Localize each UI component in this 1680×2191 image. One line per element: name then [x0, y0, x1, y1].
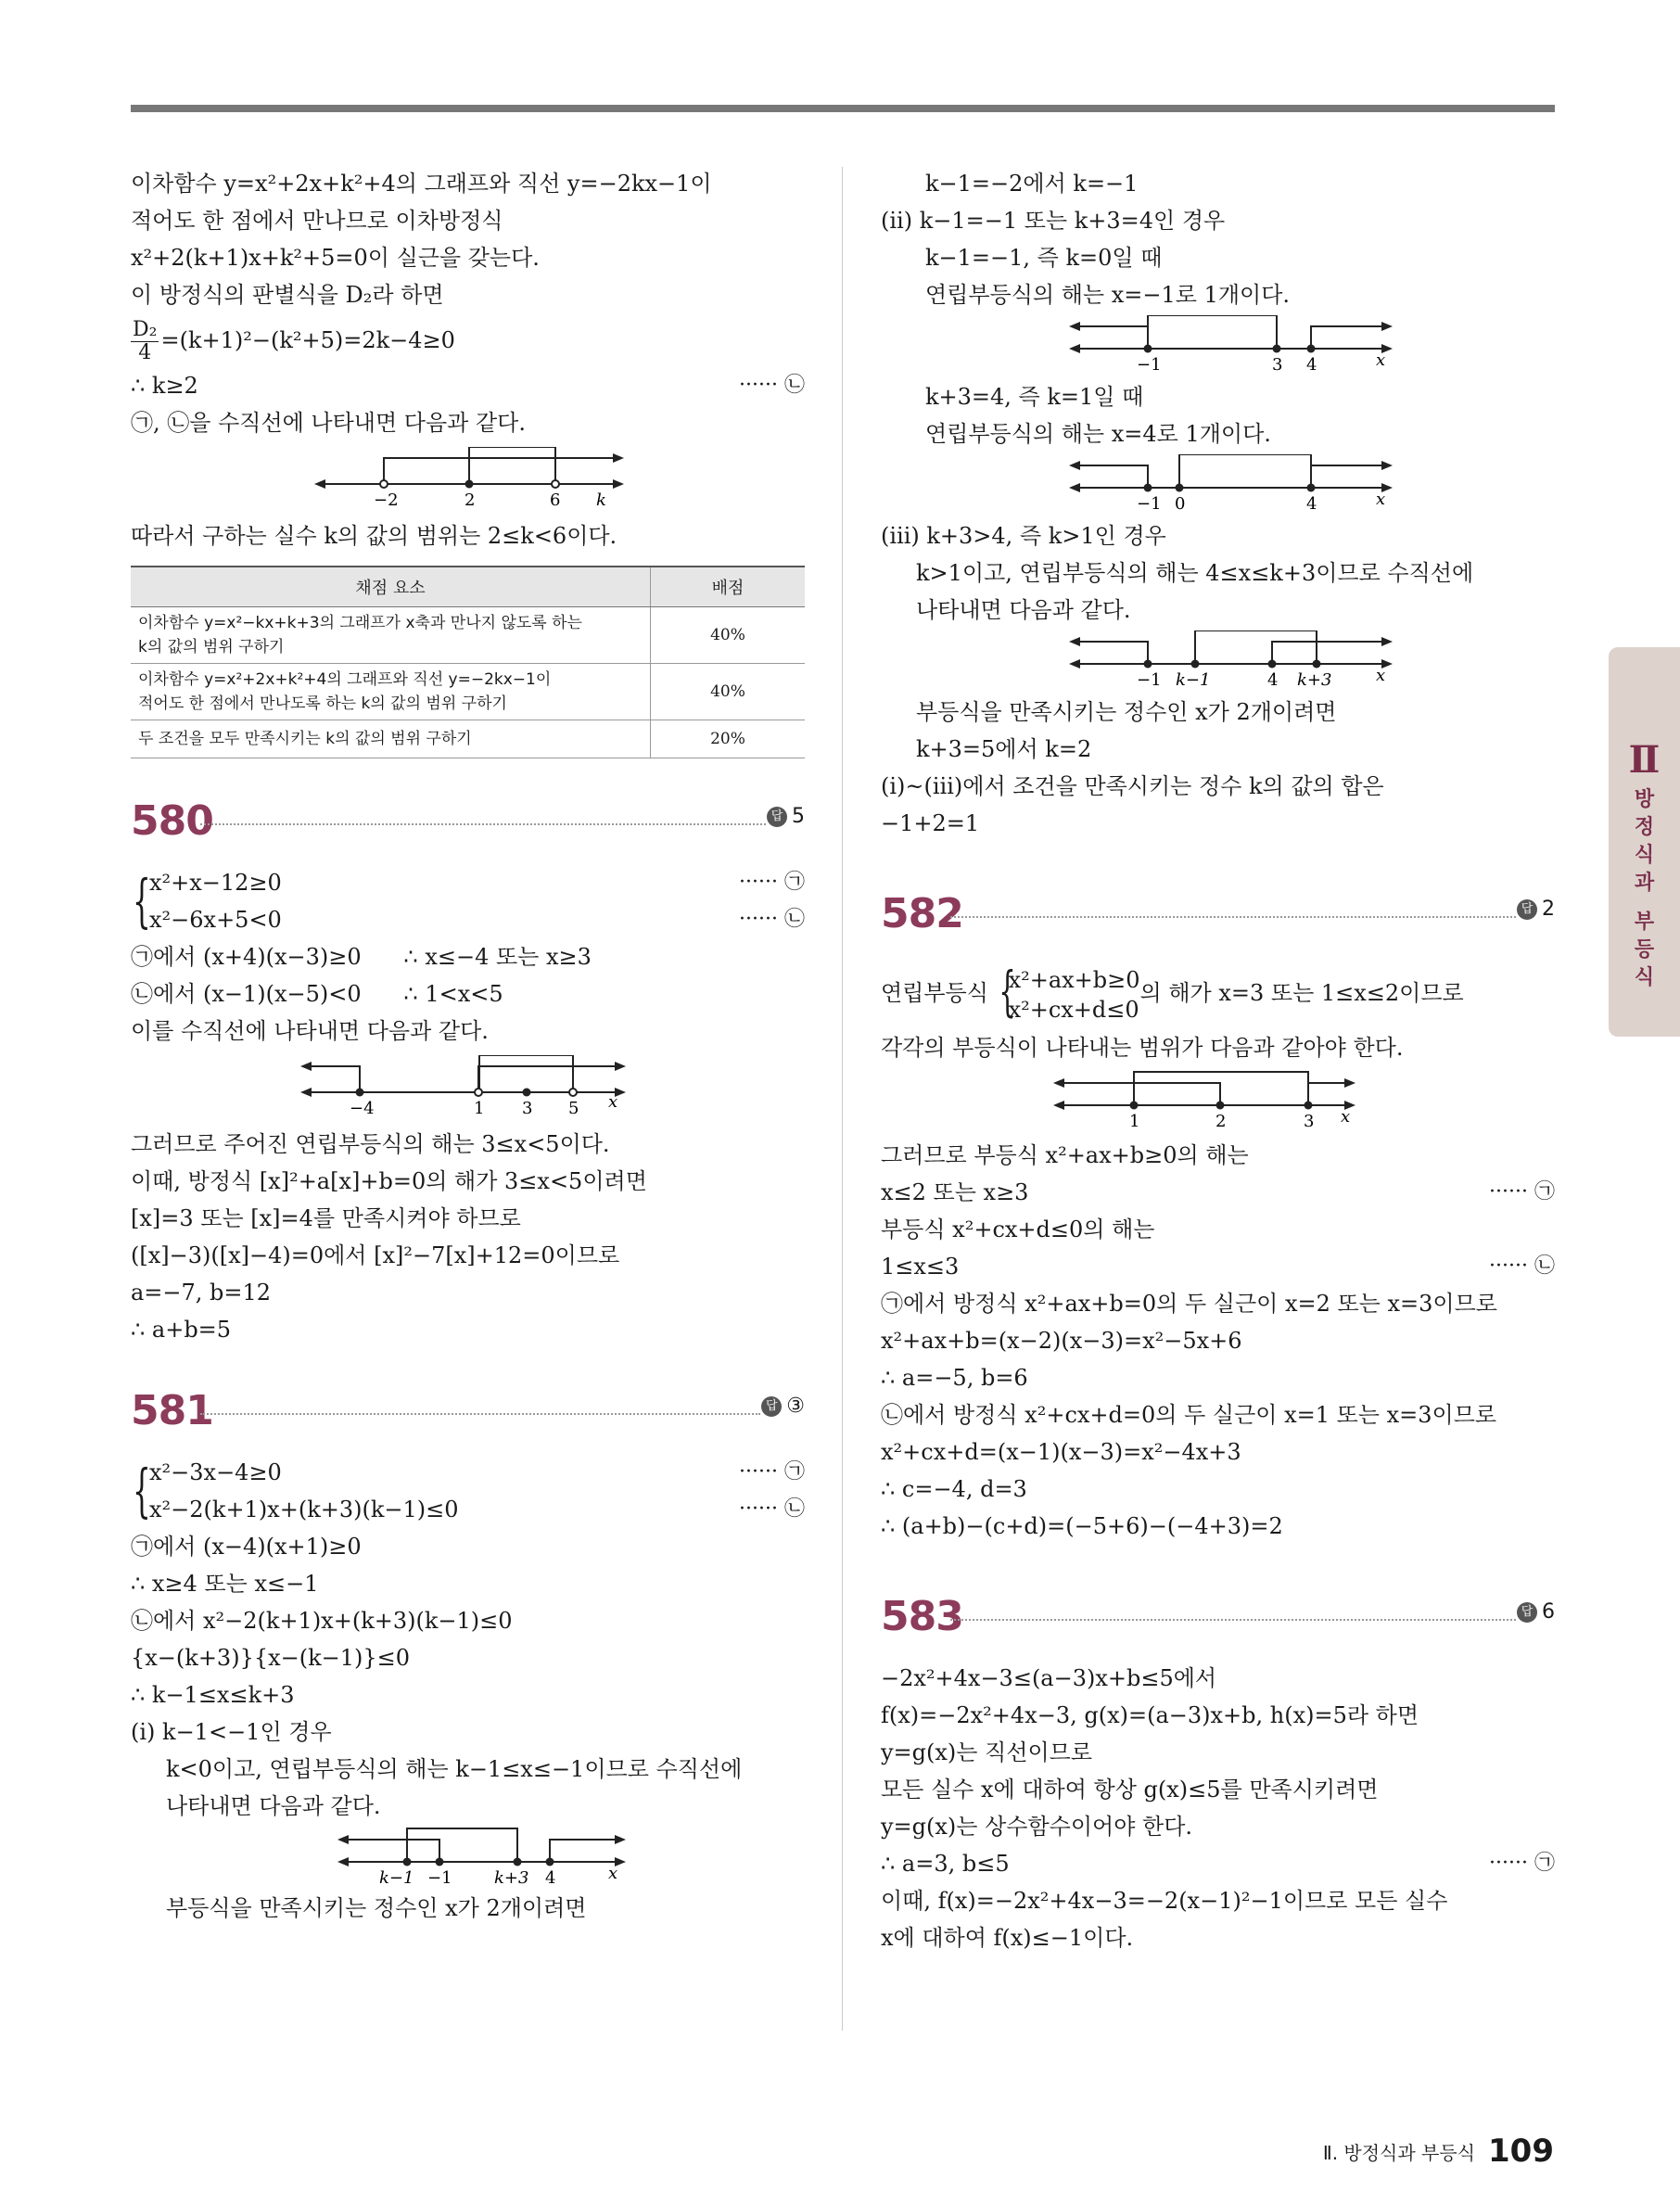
tick-label: 6	[550, 490, 561, 508]
tick-label: 1	[1129, 1112, 1140, 1129]
tick-label: 4	[545, 1868, 556, 1886]
circle-mark: ······ ㉠	[1489, 1180, 1555, 1204]
text-fragment: ∴ a=3, b≤5	[881, 1851, 1010, 1877]
answer-value: 6	[1542, 1600, 1555, 1624]
answer-icon: 답	[767, 807, 787, 827]
text-line: 그러므로 주어진 연립부등식의 해는 3≤x<5이다.	[131, 1131, 610, 1157]
text-line: 이 방정식의 판별식을 D₂라 하면	[131, 282, 444, 308]
text-line: ㉠에서 (x+4)(x−3)≥0 ∴ x≤−4 또는 x≥3	[131, 944, 592, 970]
text-line	[149, 901, 805, 938]
number-line-case2a	[881, 315, 1555, 373]
text-line: y=g(x)는 직선이므로	[881, 1739, 1093, 1765]
axis-label: x	[1376, 666, 1386, 685]
tick-label: 3	[1272, 355, 1283, 373]
tick-label: 4	[1306, 494, 1317, 512]
fraction-rest: =(k+1)²−(k²+5)=2k−4≥0	[160, 327, 455, 353]
text-line: k−1=−2에서 k=−1	[925, 171, 1139, 197]
number-line-case3	[881, 631, 1555, 688]
tick-label: −4	[350, 1099, 375, 1116]
leader-dots	[200, 823, 766, 825]
table-row	[131, 607, 805, 664]
text-line: ㉡에서 x²−2(k+1)x+(k+3)(k−1)≤0	[131, 1608, 513, 1634]
circle-mark: ······ ㉠	[739, 871, 805, 894]
tick-label: −2	[374, 490, 399, 508]
text-line: [x]=3 또는 [x]=4를 만족시켜야 하므로	[131, 1205, 521, 1231]
tab-char: 식	[1634, 966, 1655, 989]
text-line: {x−(k+3)}{x−(k−1)}≤0	[131, 1645, 411, 1671]
axis-label: x	[1341, 1107, 1351, 1127]
problem-header-582	[881, 888, 1555, 940]
table-header: 배점	[651, 567, 806, 607]
tick-label: −1	[1137, 355, 1162, 373]
text-line	[881, 1174, 1555, 1211]
text-line	[149, 1491, 805, 1528]
tick-label: 4	[1306, 355, 1317, 373]
answer-icon: 답	[761, 1396, 782, 1417]
text-line: a=−7, b=12	[131, 1280, 272, 1306]
text-line: 이차함수 y=x²+2x+k²+4의 그래프와 직선 y=−2kx−1이	[131, 171, 712, 197]
chapter-roman: Ⅱ	[1628, 738, 1661, 782]
text-line: k>1이고, 연립부등식의 해는 4≤x≤k+3이므로 수직선에	[916, 560, 1474, 586]
circle-mark: ······ ㉠	[739, 1460, 805, 1484]
problem-header-581	[131, 1385, 805, 1437]
text-line: 부등식 x²+cx+d≤0의 해는	[881, 1217, 1155, 1242]
answer-value: 5	[792, 805, 805, 828]
text-fragment: 연립부등식	[881, 980, 996, 1006]
text-line: 이를 수직선에 나타내면 다음과 같다.	[131, 1018, 489, 1044]
text-line	[131, 367, 805, 404]
tick-label: 3	[522, 1099, 533, 1116]
text-line: ([x]−3)([x]−4)=0에서 [x]²−7[x]+12=0이므로	[131, 1242, 620, 1268]
text-line: f(x)=−2x²+4x−3, g(x)=(a−3)x+b, h(x)=5라 하면	[881, 1702, 1419, 1728]
answer-value: 2	[1542, 898, 1555, 921]
text-line: ∴ x≥4 또는 x≤−1	[131, 1571, 319, 1597]
problem-number: 582	[881, 890, 963, 937]
inline-system	[996, 965, 1140, 1025]
text-line: ∴ k−1≤x≤k+3	[131, 1682, 295, 1708]
text-fragment: 의 해가 x=3 또는 1≤x≤2이므로	[1139, 980, 1464, 1006]
table-cell: 40%	[651, 664, 806, 720]
text-line	[881, 1845, 1555, 1882]
text-line: 나타내면 다음과 같다.	[166, 1793, 381, 1819]
fraction-line	[131, 313, 805, 367]
tick-label: 0	[1175, 494, 1186, 512]
tick-label: 2	[465, 490, 476, 508]
right-column	[881, 165, 1555, 1956]
text-line: 각각의 부등식이 나타내는 범위가 다음과 같아야 한다.	[881, 1035, 1404, 1061]
leader-dots	[950, 1619, 1516, 1621]
text-line: 연립부등식의 해는 x=4로 1개이다.	[925, 421, 1271, 447]
text-line: k<0이고, 연립부등식의 해는 k−1≤x≤−1이므로 수직선에	[166, 1756, 743, 1782]
tab-char: 부	[1634, 911, 1655, 934]
tick-label: −1	[1137, 494, 1162, 512]
circle-mark: ······ ㉡	[739, 1497, 805, 1521]
text-line: ∴ c=−4, d=3	[881, 1476, 1027, 1502]
text-line: k−1=−1, 즉 k=0일 때	[925, 245, 1163, 271]
tick-label: −1	[1137, 670, 1162, 688]
tab-spacer	[1609, 898, 1680, 909]
text-line	[881, 957, 1555, 1029]
scoring-table	[131, 566, 805, 758]
text-line: 이때, 방정식 [x]²+a[x]+b=0의 해가 3≤x<5이려면	[131, 1168, 647, 1194]
chapter-title	[1609, 786, 1680, 992]
text-line: 나타내면 다음과 같다.	[916, 597, 1131, 623]
tick-label: 4	[1267, 670, 1279, 688]
tick-label: k+3	[494, 1868, 529, 1886]
axis-label: x	[608, 1092, 618, 1112]
problem-header-580	[131, 796, 805, 847]
inequality-system	[131, 864, 805, 938]
table-cell: 두 조건을 모두 만족시키는 k의 값의 범위 구하기	[138, 730, 472, 748]
inequality-system	[131, 1454, 805, 1528]
answer-icon: 답	[1517, 899, 1537, 920]
problem-header-583	[881, 1591, 1555, 1643]
text-line: y=g(x)는 상수함수이어야 한다.	[881, 1814, 1193, 1840]
number-line-582	[881, 1070, 1555, 1129]
text-fragment: 1≤x≤3	[881, 1254, 960, 1280]
circle-mark: ······ ㉡	[1489, 1255, 1555, 1278]
footer-chapter: Ⅱ. 방정식과 부등식	[1322, 2141, 1476, 2164]
text-line: ㉠에서 (x−4)(x+1)≥0	[131, 1534, 362, 1560]
number-line-580	[131, 1055, 805, 1116]
circle-mark: ······ ㉠	[1489, 1852, 1555, 1875]
fraction-numerator: D₂	[133, 318, 158, 341]
axis-label: x	[608, 1864, 618, 1883]
table-cell: k의 값의 범위 구하기	[138, 638, 285, 656]
text-line: ㉡에서 (x−1)(x−5)<0 ∴ 1<x<5	[131, 981, 503, 1007]
text-line: 모든 실수 x에 대하여 항상 g(x)≤5를 만족시키려면	[881, 1777, 1379, 1802]
tick-label: 5	[568, 1099, 579, 1116]
system-line: x²+ax+b≥0	[1008, 966, 1140, 993]
axis-label: x	[1376, 490, 1386, 509]
tick-label: k+3	[1297, 670, 1332, 688]
brace: {	[133, 1457, 151, 1524]
text-line: ∴ a+b=5	[131, 1317, 232, 1343]
circle-mark-2: ······ ㉡	[739, 374, 805, 397]
number-line-case2b	[881, 454, 1555, 512]
text-line: k+3=5에서 k=2	[916, 736, 1092, 762]
page-footer	[1323, 2133, 1554, 2170]
text-line: (ⅱ) k−1=−1 또는 k+3=4인 경우	[881, 208, 1226, 234]
tab-char: 식	[1634, 844, 1655, 867]
answer	[761, 1395, 805, 1418]
table-cell: 이차함수 y=x²−kx+k+3의 그래프가 x축과 만나지 않도록 하는	[138, 614, 582, 632]
tick-label: 2	[1215, 1112, 1227, 1129]
text-line: k+3=4, 즉 k=1일 때	[925, 384, 1144, 410]
tab-char: 방	[1634, 788, 1655, 811]
text-line: 적어도 한 점에서 만나므로 이차방정식	[131, 208, 503, 234]
k-result: ∴ k≥2	[131, 373, 198, 399]
text-line: 부등식을 만족시키는 정수인 x가 2개이려면	[166, 1895, 587, 1921]
text-line: ㉠에서 방정식 x²+ax+b=0의 두 실근이 x=2 또는 x=3이므로	[881, 1291, 1497, 1317]
problem-number: 580	[131, 797, 213, 845]
text-line: 그러므로 부등식 x²+ax+b≥0의 해는	[881, 1142, 1249, 1168]
brace: {	[133, 867, 151, 935]
text-line: (ⅰ) k−1<−1인 경우	[131, 1719, 332, 1745]
tab-char: 등	[1634, 938, 1655, 962]
fraction-denominator: 4	[138, 341, 152, 364]
number-line-581	[131, 1827, 805, 1886]
text-line	[881, 1248, 1555, 1285]
text-line: 이때, f(x)=−2x²+4x−3=−2(x−1)²−1이므로 모든 실수	[881, 1888, 1448, 1914]
text-line: x²+ax+b=(x−2)(x−3)=x²−5x+6	[881, 1328, 1242, 1354]
text-line: ㉡에서 방정식 x²+cx+d=0의 두 실근이 x=1 또는 x=3이므로	[881, 1402, 1497, 1428]
tick-label: k−1	[379, 1868, 414, 1886]
text-line: ㉠, ㉡을 수직선에 나타내면 다음과 같다.	[131, 410, 526, 436]
top-rule	[131, 105, 1555, 112]
tick-label: 3	[1304, 1112, 1315, 1129]
text-line: −1+2=1	[881, 810, 980, 836]
text-line: x에 대하여 f(x)≤−1이다.	[881, 1925, 1134, 1951]
answer	[1517, 898, 1555, 921]
system-line: x²+cx+d≤0	[1008, 996, 1139, 1023]
answer-icon: 답	[1517, 1602, 1537, 1623]
answer	[1517, 1600, 1555, 1624]
table-header: 채점 요소	[131, 567, 651, 607]
table-cell: 적어도 한 점에서 만나도록 하는 k의 값의 범위 구하기	[138, 694, 507, 713]
tick-label: 1	[474, 1099, 485, 1116]
tick-label: −1	[427, 1868, 452, 1886]
axis-label: k	[596, 490, 606, 508]
leader-dots	[950, 916, 1516, 918]
text-line: ∴ (a+b)−(c+d)=(−5+6)−(−4+3)=2	[881, 1513, 1283, 1539]
table-cell: 40%	[651, 607, 806, 664]
text-line: x²+2(k+1)x+k²+5=0이 실근을 갖는다.	[131, 245, 540, 271]
problem-number: 583	[881, 1593, 963, 1640]
text-line: 연립부등식의 해는 x=−1로 1개이다.	[925, 282, 1291, 308]
text-line: −2x²+4x−3≤(a−3)x+b≤5에서	[881, 1665, 1217, 1691]
system-line: x²−3x−4≥0	[149, 1459, 282, 1485]
table-cell: 이차함수 y=x²+2x+k²+4의 그래프와 직선 y=−2kx−1이	[138, 670, 552, 689]
page-number: 109	[1488, 2133, 1554, 2170]
circle-mark: ······ ㉡	[739, 908, 805, 931]
chapter-tab[interactable]	[1609, 647, 1680, 1037]
left-column	[131, 165, 805, 1927]
text-line: 부등식을 만족시키는 정수인 x가 2개이려면	[916, 699, 1337, 725]
tick-label: k−1	[1176, 670, 1211, 688]
text-line: (ⅲ) k+3>4, 즉 k>1인 경우	[881, 523, 1166, 549]
axis-label: x	[1376, 350, 1386, 370]
table-cell: 20%	[651, 720, 806, 758]
system-line: x²−6x+5<0	[149, 907, 282, 933]
number-line-k	[131, 447, 805, 508]
tab-char: 정	[1634, 816, 1655, 839]
system-line: x²+x−12≥0	[149, 870, 282, 896]
text-line: 따라서 구하는 실수 k의 값의 범위는 2≤k<6이다.	[131, 523, 617, 549]
text-line	[149, 1454, 805, 1491]
tab-char: 과	[1634, 872, 1655, 895]
answer	[767, 805, 805, 828]
problem-number: 581	[131, 1387, 213, 1434]
table-row	[131, 720, 805, 758]
answer-value: ③	[786, 1395, 805, 1418]
text-line: ∴ a=−5, b=6	[881, 1365, 1028, 1391]
text-fragment: x≤2 또는 x≥3	[881, 1179, 1029, 1205]
column-divider	[842, 167, 843, 2031]
text-line: (ⅰ)~(ⅲ)에서 조건을 만족시키는 정수 k의 값의 합은	[881, 773, 1384, 799]
text-line	[149, 864, 805, 901]
system-line: x²−2(k+1)x+(k+3)(k−1)≤0	[149, 1497, 459, 1522]
text-line: x²+cx+d=(x−1)(x−3)=x²−4x+3	[881, 1439, 1241, 1465]
table-row	[131, 664, 805, 720]
leader-dots	[200, 1413, 760, 1415]
fraction	[131, 319, 159, 364]
